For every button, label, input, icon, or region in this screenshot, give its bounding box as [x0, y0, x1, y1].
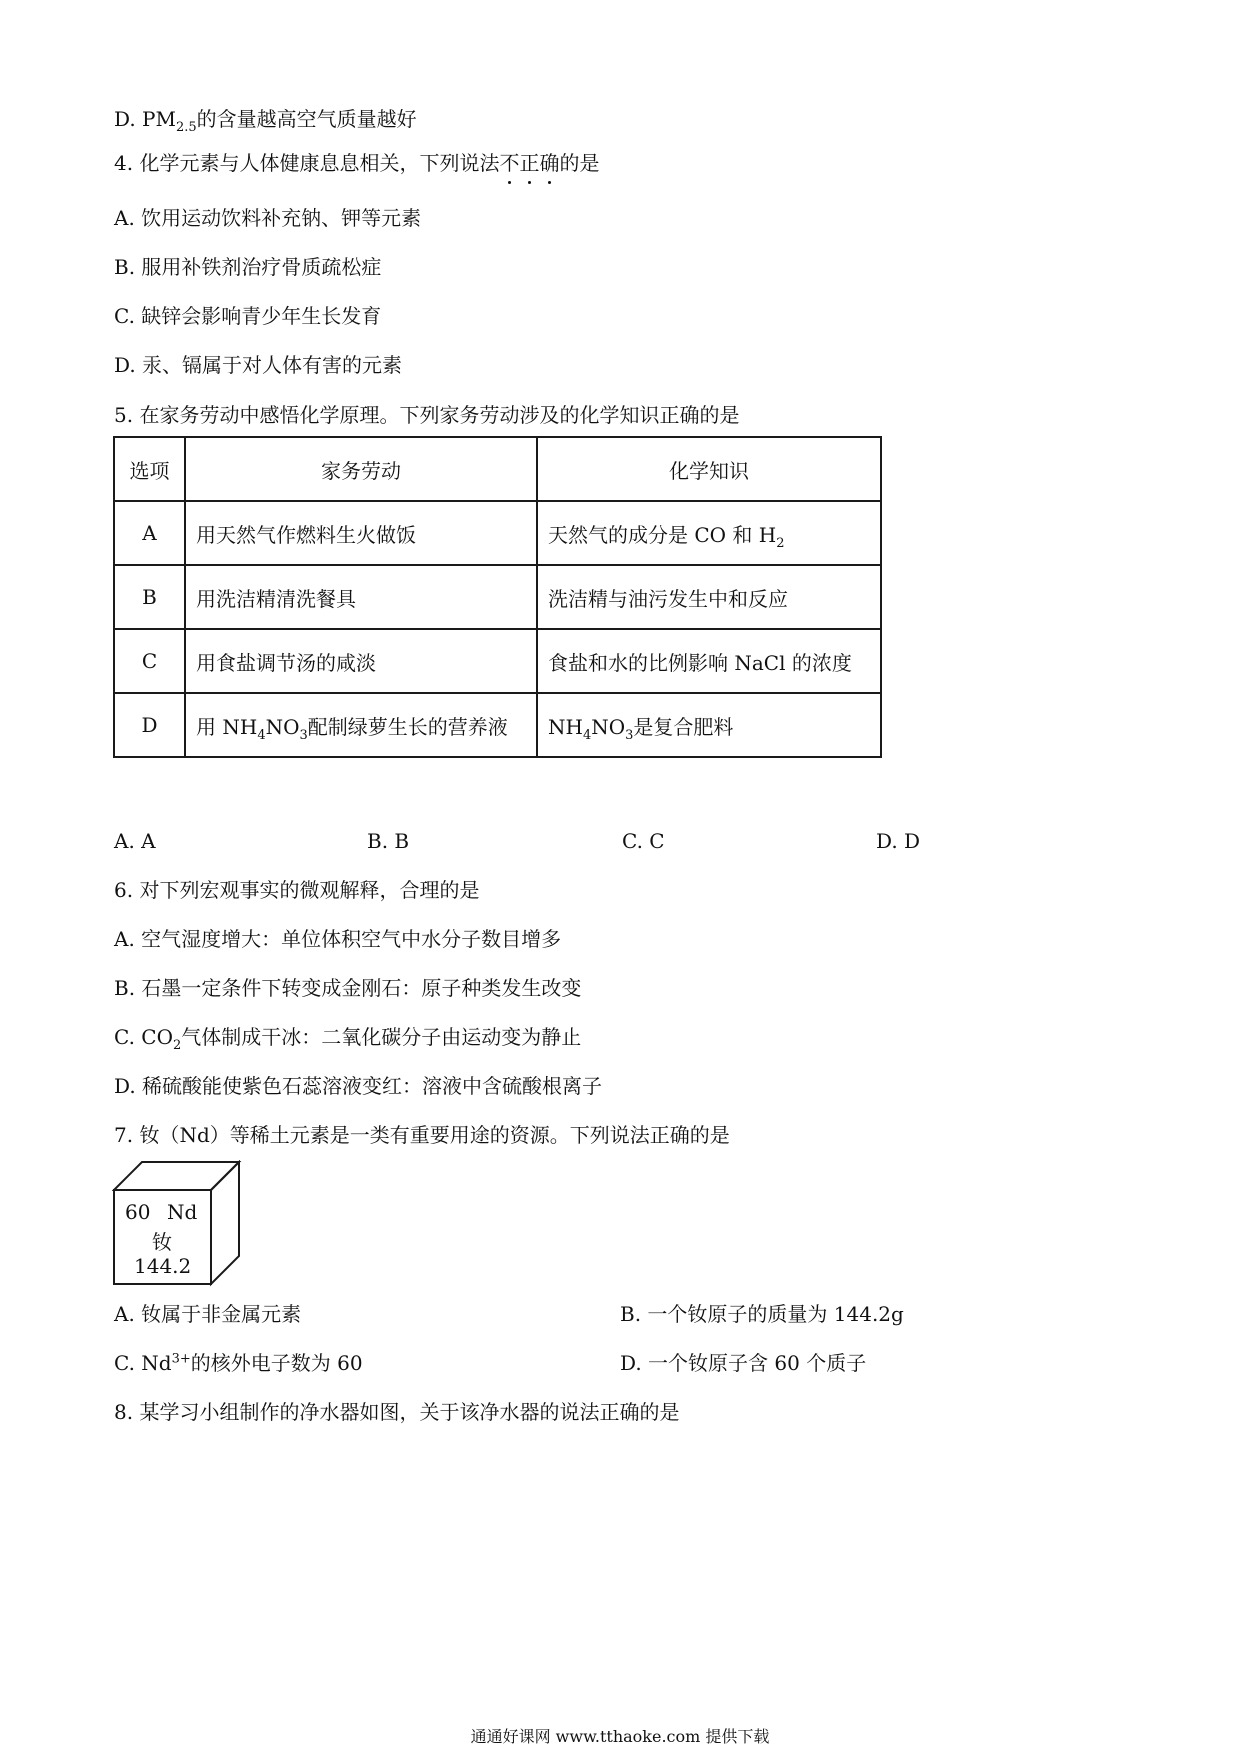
table-row	[114, 565, 881, 629]
row-key: B	[114, 565, 185, 629]
q4-option-c: C. 缺锌会影响青少年生长发育	[114, 304, 382, 328]
q6-option-a: A. 空气湿度增大：单位体积空气中水分子数目增多	[114, 927, 562, 951]
element-cell-diagram	[112, 1160, 242, 1290]
table-row	[114, 629, 881, 693]
row-labor: 用天然气作燃料生火做饭	[185, 501, 537, 565]
q5-option-d: D. D	[876, 829, 921, 853]
row-labor: 用食盐调节汤的咸淡	[185, 629, 537, 693]
footer-watermark: 通通好课网 www.tthaoke.com 提供下载	[470, 1727, 770, 1746]
row-key: A	[114, 501, 185, 565]
q6-stem: 6. 对下列宏观事实的微观解释，合理的是	[114, 878, 480, 902]
q5-stem: 5. 在家务劳动中感悟化学原理。下列家务劳动涉及的化学知识正确的是	[114, 403, 740, 427]
q4-stem: 4. 化学元素与人体健康息息相关，下列说法不正确的是	[114, 151, 600, 175]
row-labor: 用洗洁精清洗餐具	[185, 565, 537, 629]
element-symbol: Nd	[167, 1200, 198, 1224]
row-knowledge: $NH_4NO_3$是复合肥料	[537, 693, 881, 757]
q6-option-b: B. 石墨一定条件下转变成金刚石：原子种类发生改变	[114, 976, 582, 1000]
row-knowledge: 洗洁精与油污发生中和反应	[537, 565, 881, 629]
q5-table	[113, 436, 882, 758]
q6-option-d: D. 稀硫酸能使紫色石蕊溶液变红：溶液中含硫酸根离子	[114, 1074, 603, 1098]
element-number: 60	[125, 1200, 151, 1224]
element-name: 钕	[152, 1230, 172, 1254]
header-cell: 化学知识	[537, 437, 881, 501]
q4-option-d: D. 汞、镉属于对人体有害的元素	[114, 353, 403, 377]
element-mass: 144.2	[134, 1254, 192, 1278]
row-key: D	[114, 693, 185, 757]
q6-option-c: C. $CO_2$气体制成干冰：二氧化碳分子由运动变为静止	[114, 1025, 582, 1053]
row-key: C	[114, 629, 185, 693]
q5-option-a: A. A	[114, 829, 156, 853]
q5-option-c: C. C	[622, 829, 665, 853]
q7-stem: 7. 钕（Nd）等稀土元素是一类有重要用途的资源。下列说法正确的是	[114, 1123, 730, 1147]
emphasis-char: 不	[499, 151, 520, 175]
q5-option-b: B. B	[367, 829, 410, 853]
row-knowledge: 天然气的成分是 CO 和 $H_2$	[537, 501, 881, 565]
row-knowledge: 食盐和水的比例影响 NaCl 的浓度	[537, 629, 881, 693]
table-row	[114, 501, 881, 565]
row-labor: 用 $NH_4NO_3$配制绿萝生长的营养液	[185, 693, 537, 757]
q4-option-b: B. 服用补铁剂治疗骨质疏松症	[114, 255, 382, 279]
emphasis-char: 正	[519, 151, 540, 175]
q7-option-a: A. 钕属于非金属元素	[114, 1302, 302, 1326]
q8-stem: 8. 某学习小组制作的净水器如图，关于该净水器的说法正确的是	[114, 1400, 680, 1424]
table-row	[114, 693, 881, 757]
table-header-row	[114, 437, 881, 501]
emphasis-char: 确	[539, 151, 560, 175]
q4-option-a: A. 饮用运动饮料补充钠、钾等元素	[114, 206, 422, 230]
header-cell: 选项	[114, 437, 185, 501]
header-cell: 家务劳动	[185, 437, 537, 501]
q7-option-d: D. 一个钕原子含 60 个质子	[620, 1351, 867, 1375]
q7-option-b: B. 一个钕原子的质量为 144.2g	[620, 1302, 904, 1326]
q3-option-d: D. $PM_{2.5}$的含量越高空气质量越好	[114, 107, 417, 135]
q7-option-c: C. $Nd^{3+}$的核外电子数为 60	[114, 1351, 363, 1375]
